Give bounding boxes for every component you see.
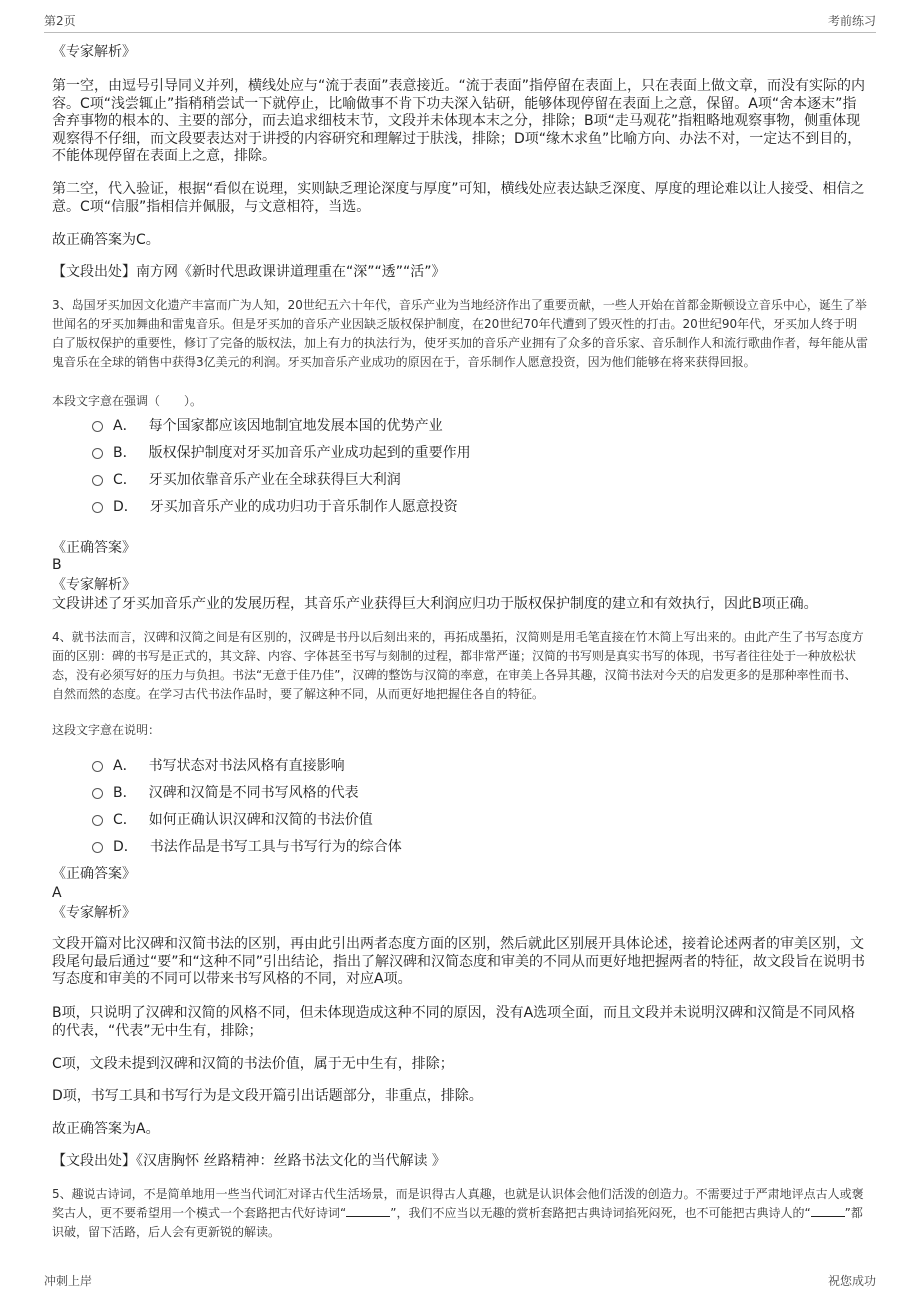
q4-analysis-paragraph-2: B项，只说明了汉碑和汉简的风格不同，但未体现造成这种不同的原因，没有A选项全面，而且文段并未说明汉碑和汉简是不同风格的代表，“代表”无中生有，排除； [52, 1005, 856, 1039]
q4-conclusion: 故正确答案为A。 [52, 1121, 160, 1137]
q4-answer: A [52, 885, 62, 901]
q4-analysis-paragraph-3: C项，文段未提到汉碑和汉简的书法价值，属于无中生有，排除； [52, 1056, 454, 1072]
q4-option-a[interactable]: A． 书写状态对书法风格有直接影响 [92, 751, 402, 778]
page-footer [44, 1272, 876, 1289]
q4-option-b[interactable]: B． 汉碑和汉简是不同书写风格的代表 [92, 778, 402, 805]
q4-option-c[interactable]: C． 如何正确认识汉碑和汉简的书法价值 [92, 805, 402, 832]
q3-option-b[interactable]: B． 版权保护制度对牙买加音乐产业成功起到的重要作用 [92, 438, 471, 465]
q4-stem: 4、就书法而言，汉碑和汉简之间是有区别的，汉碑是书丹以后刻出来的，再拓成墨拓，汉简则是用毛笔直接在竹木简上写出来的。由此产生了书写态度方面的区别：碑的书写是正式的，其文辞、内容、字体甚至书写与刻制的过程，都非常严谨；汉简的书写则是真实书写的体现，书写者往往处于一种放松状态，没有必须写好的压力与负担。书法“无意于佳乃佳”，汉碑的整饬与汉简的率意，在审美上各异其趣，汉简书法对今天的启发更多的是那种率性而书、自然而然的态度。在学习古代书法作品时，要了解这种不同，从而更好地把握住各自的特征。 [52, 630, 864, 701]
q3-option-a[interactable]: A． 每个国家都应该因地制宜地发展本国的优势产业 [92, 411, 471, 438]
q3-prompt: 本段文字意在强调（ ）。 [52, 394, 203, 408]
q3-analysis-label: 《专家解析》 [52, 577, 136, 593]
q3-option-d[interactable]: D． 牙买加音乐产业的成功归功于音乐制作人愿意投资 [92, 492, 471, 519]
header-title: 考前练习 [827, 14, 876, 28]
radio-icon[interactable] [92, 815, 103, 826]
q4-analysis-label: 《专家解析》 [52, 905, 136, 921]
page-header [44, 12, 876, 33]
q3-options [92, 411, 471, 519]
radio-icon[interactable] [92, 788, 103, 799]
q2-analysis-paragraph-1: 第一空，由逗号引导同义并列，横线处应与“流于表面”表意接近。“流于表面”指停留在表面上，只在表面上做文章，而没有实际的内容。C项“浅尝辄止”指稍稍尝试一下就停止，比喻做事不肯下功夫深入钻研，能够体现停留在表面上之意，保留。A项“舍本逐末”指舍弃事物的根本的、主要的部分，而去追求细枝末节，文段并未体现本末之分，排除；B项“走马观花”指粗略地观察事物，侧重体现观察得不仔细，而文段要表达对于讲授的内容研究和理解过于肤浅，排除；D项“缘木求鱼”比喻方向、办法不对，一定达不到目的，不能体现停留在表面上之意，排除。 [52, 78, 866, 164]
fill-blank-2[interactable] [811, 1204, 845, 1217]
q4-option-d[interactable]: D． 书法作品是书写工具与书写行为的综合体 [92, 832, 402, 859]
q4-prompt: 这段文字意在说明： [52, 723, 161, 737]
q4-analysis-paragraph-1: 文段开篇对比汉碑和汉简书法的区别，再由此引出两者态度方面的区别，然后就此区别展开具体论述，接着论述两者的审美区别，文段尾句最后通过“要”和“这种不同”引出结论，指出了解汉碑和汉简态度和审美的不同从而更好地把握两者的特征，故文段旨在说明书写态度和审美的不同可以带来书写风格的不同，对应A项。 [52, 936, 866, 987]
radio-icon[interactable] [92, 842, 103, 853]
fill-blank-1[interactable] [346, 1204, 390, 1217]
q2-source: 【文段出处】南方网《新时代思政课讲道理重在“深”“透”“活”》 [52, 264, 446, 280]
radio-icon[interactable] [92, 475, 103, 486]
q4-analysis-paragraph-4: D项，书写工具和书写行为是文段开篇引出话题部分，非重点，排除。 [52, 1088, 483, 1104]
radio-icon[interactable] [92, 421, 103, 432]
q2-analysis-paragraph-2: 第二空，代入验证，根据“看似在说理，实则缺乏理论深度与厚度”可知，横线处应表达缺乏深度、厚度的理论难以让人接受、相信之意。C项“信服”指相信并佩服，与文意相符，当选。 [52, 181, 865, 215]
q3-answer-label: 《正确答案》 [52, 540, 136, 556]
q3-analysis: 文段讲述了牙买加音乐产业的发展历程，其音乐产业获得巨大利润应归功于版权保护制度的建立和有效执行，因此B项正确。 [52, 596, 818, 612]
q3-stem: 3、岛国牙买加因文化遗产丰富而广为人知，20世纪五六十年代，音乐产业为当地经济作出了重要贡献，一些人开始在首都金斯顿设立音乐中心，诞生了举世闻名的牙买加舞曲和雷鬼音乐。但是牙买加的音乐产业因缺乏版权保护制度，在20世纪70年代遭到了毁灭性的打击。20世纪90年代，牙买加人终于明白了版权保护的重要性，修订了完备的版权法，加上有力的执法行为，使牙买加的音乐产业拥有了众多的音乐家、音乐制作人和流行歌曲作者，每年能从雷鬼音乐在全球的销售中获得3亿美元的利润。牙买加音乐产业成功的原因在于，音乐制作人愿意投资，因为他们能够在将来获得回报。 [52, 298, 869, 369]
radio-icon[interactable] [92, 761, 103, 772]
q5-stem: 5、趣说古诗词，不是简单地用一些当代词汇对译古代生活场景，而是识得古人真趣，也就是认识体会他们活泼的创造力。不需要过于严肃地评点古人或褒奖古人，更不要希望用一个模式一个套路把古代好诗词“ ”，我们不应当以无趣的赏析套路把古典诗词掐死闷死，也不可能把古典诗人的“ ”都识破，留下活路，后人会有更新锐的解读。 [52, 1187, 864, 1239]
radio-icon[interactable] [92, 502, 103, 513]
q4-source: 【文段出处】《汉唐胸怀 丝路精神：丝路书法文化的当代解读 》 [52, 1153, 446, 1169]
q4-answer-label: 《正确答案》 [52, 866, 136, 882]
q4-options [92, 751, 402, 859]
page-number: 第2页 [44, 14, 76, 28]
q3-option-c[interactable]: C． 牙买加依靠音乐产业在全球获得巨大利润 [92, 465, 471, 492]
q2-analysis-label: 《专家解析》 [52, 44, 136, 60]
radio-icon[interactable] [92, 448, 103, 459]
footer-left-slogan: 冲刺上岸 [44, 1274, 93, 1288]
footer-right-slogan: 祝您成功 [827, 1274, 876, 1288]
q3-answer: B [52, 557, 62, 573]
q2-conclusion: 故正确答案为C。 [52, 232, 160, 248]
